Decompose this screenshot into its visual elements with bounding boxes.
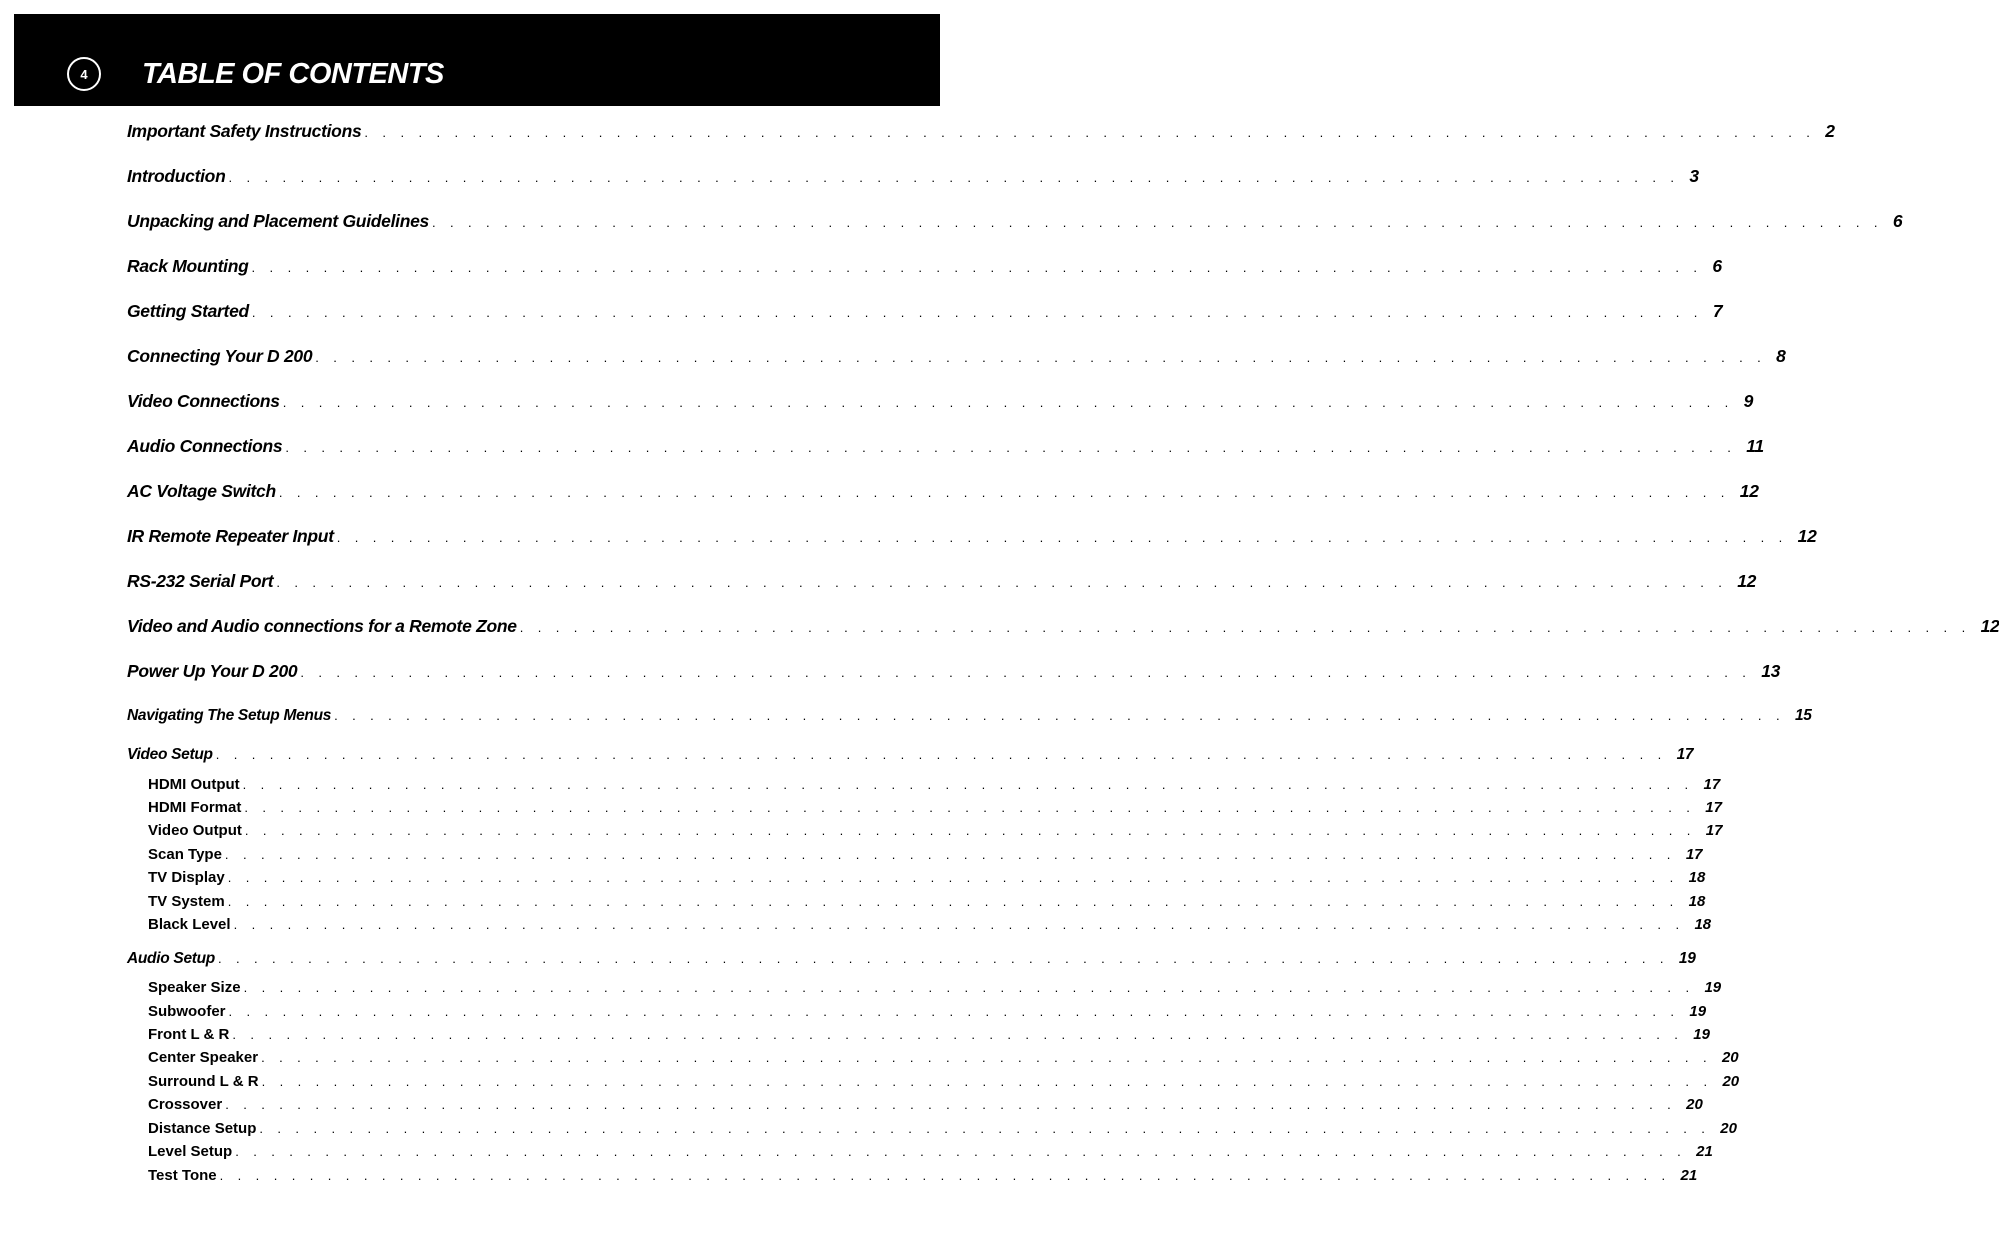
toc-subentry-surround-l-r[interactable] xyxy=(148,1073,1740,1090)
toc-subentry-center-speaker[interactable] xyxy=(148,1049,1739,1066)
dot-leader: . . . . . . . . . . . . . . . . . . . . . . . . . . . . . . . . . . . . . . . . . . . . . . . . . . . . . . . . . . . . . . . . . . . . . . . . . . . . . . . . . xyxy=(228,170,1680,185)
toc-entry-title: HDMI Output xyxy=(148,776,240,793)
dot-leader: . . . . . . . . . . . . . . . . . . . . . . . . . . . . . . . . . . . . . . . . . . . . . . . . . . . . . . . . . . . . . . . . . . . . . . . . . . . . . . . . . xyxy=(244,800,1696,815)
toc-entry-page: 7 xyxy=(1712,301,1723,321)
toc-entry-title: Power Up Your D 200 xyxy=(127,661,298,681)
toc-entry-page: 11 xyxy=(1746,436,1764,456)
toc-subentry-front-l-r[interactable] xyxy=(148,1026,1710,1043)
toc-entry-title: Surround L & R xyxy=(148,1073,259,1090)
toc-entry-title: Black Level xyxy=(148,916,231,933)
toc-subentry-subwoofer[interactable] xyxy=(148,1003,1707,1020)
toc-entry-video-connections[interactable] xyxy=(127,391,1754,412)
toc-entry-page: 6 xyxy=(1892,211,1903,231)
toc-entry-title: TV Display xyxy=(148,869,225,886)
toc-entry-title: Navigating The Setup Menus xyxy=(127,707,332,724)
toc-entry-page: 21 xyxy=(1680,1167,1698,1184)
toc-entry-page: 19 xyxy=(1689,1003,1707,1020)
toc-entry-audio-connections[interactable] xyxy=(127,436,1764,457)
toc-entry-page: 2 xyxy=(1825,121,1835,141)
toc-entry-title: IR Remote Repeater Input xyxy=(127,526,334,546)
toc-entry-page: 8 xyxy=(1776,346,1786,366)
dot-leader: . . . . . . . . . . . . . . . . . . . . . . . . . . . . . . . . . . . . . . . . . . . . . . . . . . . . . . . . . . . . . . . . . . . . . . . . . . . . . . . . . xyxy=(235,1144,1687,1159)
toc-entry-page: 19 xyxy=(1693,1026,1710,1043)
dot-leader: . . . . . . . . . . . . . . . . . . . . . . . . . . . . . . . . . . . . . . . . . . . . . . . . . . . . . . . . . . . . . . . . . . . . . . . . . . . . . . . . . xyxy=(242,777,1694,792)
toc-entry-page: 18 xyxy=(1688,893,1706,910)
dot-leader: . . . . . . . . . . . . . . . . . . . . . . . . . . . . . . . . . . . . . . . . . . . . . . . . . . . . . . . . . . . . . . . . . . . . . . . . . . . . . . . . . xyxy=(244,823,1696,838)
toc-entry-title: Distance Setup xyxy=(148,1120,257,1137)
toc-entry-page: 17 xyxy=(1676,746,1694,763)
dot-leader: . . . . . . . . . . . . . . . . . . . . . . . . . . . . . . . . . . . . . . . . . . . . . . . . . . . . . . . . . . . . . . . . . . . . . . . . . . . . . . . . . xyxy=(285,440,1737,455)
dot-leader: . . . . . . . . . . . . . . . . . . . . . . . . . . . . . . . . . . . . . . . . . . . . . . . . . . . . . . . . . . . . . . . . . . . . . . . . . . . . . . . . . xyxy=(315,350,1767,365)
toc-entry-page: 20 xyxy=(1720,1120,1737,1137)
dot-leader: . . . . . . . . . . . . . . . . . . . . . . . . . . . . . . . . . . . . . . . . . . . . . . . . . . . . . . . . . . . . . . . . . . . . . . . . . . . . . . . . . xyxy=(227,870,1679,885)
toc-entry-ir-remote-repeater-input[interactable] xyxy=(127,526,1817,547)
dot-leader: . . . . . . . . . . . . . . . . . . . . . . . . . . . . . . . . . . . . . . . . . . . . . . . . . . . . . . . . . . . . . . . . . . . . . . . . . . . . . . . . . xyxy=(259,1121,1711,1136)
toc-entry-page: 18 xyxy=(1688,869,1706,886)
toc-entry-title: RS-232 Serial Port xyxy=(127,571,274,591)
dot-leader: . . . . . . . . . . . . . . . . . . . . . . . . . . . . . . . . . . . . . . . . . . . . . . . . . . . . . . . . . . . . . . . . . . . . . . . . . . . . . . . . . xyxy=(282,395,1734,410)
toc-entry-title: Audio Setup xyxy=(127,950,215,967)
toc-subentry-crossover[interactable] xyxy=(148,1096,1703,1113)
toc-entry-page: 20 xyxy=(1686,1096,1703,1113)
toc-entry-page: 20 xyxy=(1722,1073,1740,1090)
toc-subentry-tv-system[interactable] xyxy=(148,893,1706,910)
dot-leader: . . . . . . . . . . . . . . . . . . . . . . . . . . . . . . . . . . . . . . . . . . . . . . . . . . . . . . . . . . . . . . . . . . . . . . . . . . . . . . . . . xyxy=(243,980,1695,995)
toc-entry-rack-mounting[interactable] xyxy=(127,256,1722,277)
page-number-badge: 4 xyxy=(67,57,101,91)
page-title: TABLE OF CONTENTS xyxy=(142,58,444,90)
dot-leader: . . . . . . . . . . . . . . . . . . . . . . . . . . . . . . . . . . . . . . . . . . . . . . . . . . . . . . . . . . . . . . . . . . . . . . . . . . . . . . . . . xyxy=(431,215,1883,230)
dot-leader: . . . . . . . . . . . . . . . . . . . . . . . . . . . . . . . . . . . . . . . . . . . . . . . . . . . . . . . . . . . . . . . . . . . . . . . . . . . . . . . . . xyxy=(227,894,1679,909)
dot-leader: . . . . . . . . . . . . . . . . . . . . . . . . . . . . . . . . . . . . . . . . . . . . . . . . . . . . . . . . . . . . . . . . . . . . . . . . . . . . . . . . . xyxy=(334,708,1785,723)
toc-entry-page: 19 xyxy=(1704,979,1722,996)
toc-entry-important-safety-instructions[interactable] xyxy=(127,121,1835,142)
dot-leader: . . . . . . . . . . . . . . . . . . . . . . . . . . . . . . . . . . . . . . . . . . . . . . . . . . . . . . . . . . . . . . . . . . . . . . . . . . . . . . . . . xyxy=(519,620,1971,635)
dot-leader: . . . . . . . . . . . . . . . . . . . . . . . . . . . . . . . . . . . . . . . . . . . . . . . . . . . . . . . . . . . . . . . . . . . . . . . . . . . . . . . . . xyxy=(228,1004,1680,1019)
dot-leader: . . . . . . . . . . . . . . . . . . . . . . . . . . . . . . . . . . . . . . . . . . . . . . . . . . . . . . . . . . . . . . . . . . . . . . . . . . . . . . . . . xyxy=(300,665,1752,680)
toc-entry-title: Audio Connections xyxy=(127,436,283,456)
dot-leader: . . . . . . . . . . . . . . . . . . . . . . . . . . . . . . . . . . . . . . . . . . . . . . . . . . . . . . . . . . . . . . . . . . . . . . . . . . . . . . . . . xyxy=(251,260,1703,275)
toc-subentry-speaker-size[interactable] xyxy=(148,979,1722,996)
header-bar xyxy=(14,14,940,106)
dot-leader: . . . . . . . . . . . . . . . . . . . . . . . . . . . . . . . . . . . . . . . . . . . . . . . . . . . . . . . . . . . . . . . . . . . . . . . . . . . . . . . . . xyxy=(278,485,1730,500)
toc-entry-title: Important Safety Instructions xyxy=(127,121,362,141)
toc-entry-page: 20 xyxy=(1721,1049,1739,1066)
dot-leader: . . . . . . . . . . . . . . . . . . . . . . . . . . . . . . . . . . . . . . . . . . . . . . . . . . . . . . . . . . . . . . . . . . . . . . . . . . . . . . . . . xyxy=(224,847,1676,862)
toc-entry-title: Center Speaker xyxy=(148,1049,259,1066)
toc-subentry-test-tone[interactable] xyxy=(148,1167,1698,1184)
dot-leader: . . . . . . . . . . . . . . . . . . . . . . . . . . . . . . . . . . . . . . . . . . . . . . . . . . . . . . . . . . . . . . . . . . . . . . . . . . . . . . . . . xyxy=(261,1074,1713,1089)
toc-entry-title: Video Output xyxy=(148,822,242,839)
toc-entry-title: Subwoofer xyxy=(148,1003,226,1020)
dot-leader: . . . . . . . . . . . . . . . . . . . . . . . . . . . . . . . . . . . . . . . . . . . . . . . . . . . . . . . . . . . . . . . . . . . . . . . . . . . . . . . . . xyxy=(225,1097,1677,1112)
dot-leader: . . . . . . . . . . . . . . . . . . . . . . . . . . . . . . . . . . . . . . . . . . . . . . . . . . . . . . . . . . . . . . . . . . . . . . . . . . . . . . . . . xyxy=(336,530,1788,545)
toc-entry-page: 12 xyxy=(1739,481,1759,501)
dot-leader: . . . . . . . . . . . . . . . . . . . . . . . . . . . . . . . . . . . . . . . . . . . . . . . . . . . . . . . . . . . . . . . . . . . . . . . . . . . . . . . . . xyxy=(261,1050,1712,1065)
toc-entry-title: Scan Type xyxy=(148,846,222,863)
toc-subentry-scan-type[interactable] xyxy=(148,846,1703,863)
toc-entry-page: 12 xyxy=(1980,616,1999,636)
toc-entry-page: 9 xyxy=(1743,391,1754,411)
toc-entry-video-setup[interactable] xyxy=(127,746,1694,764)
toc-subentry-distance-setup[interactable] xyxy=(148,1120,1737,1137)
toc-entry-title: HDMI Format xyxy=(148,799,242,816)
toc-entry-page: 21 xyxy=(1696,1143,1713,1160)
toc-entry-getting-started[interactable] xyxy=(127,301,1723,322)
toc-entry-title: AC Voltage Switch xyxy=(127,481,276,501)
toc-entry-page: 12 xyxy=(1797,526,1817,546)
toc-entry-page: 17 xyxy=(1685,846,1703,863)
toc-entry-page: 19 xyxy=(1678,950,1696,967)
toc-entry-introduction[interactable] xyxy=(127,166,1699,187)
toc-entry-page: 3 xyxy=(1689,166,1699,186)
toc-entry-unpacking-and-placement[interactable] xyxy=(127,211,1903,232)
toc-subentry-hdmi-output[interactable] xyxy=(148,776,1721,793)
toc-entry-connecting-your-d200[interactable] xyxy=(127,346,1786,367)
toc-entry-title: Connecting Your D 200 xyxy=(127,346,313,366)
toc-entry-title: Video Connections xyxy=(127,391,280,411)
toc-entry-page: 13 xyxy=(1761,661,1781,681)
dot-leader: . . . . . . . . . . . . . . . . . . . . . . . . . . . . . . . . . . . . . . . . . . . . . . . . . . . . . . . . . . . . . . . . . . . . . . . . . . . . . . . . . xyxy=(217,951,1669,966)
toc-entry-title: TV System xyxy=(148,893,225,910)
toc-entry-page: 6 xyxy=(1712,256,1722,276)
toc-entry-title: Speaker Size xyxy=(148,979,241,996)
dot-leader: . . . . . . . . . . . . . . . . . . . . . . . . . . . . . . . . . . . . . . . . . . . . . . . . . . . . . . . . . . . . . . . . . . . . . . . . . . . . . . . . . xyxy=(276,575,1728,590)
toc-entry-remote-zone-connections[interactable] xyxy=(127,616,1999,637)
toc-subentry-black-level[interactable] xyxy=(148,916,1712,933)
toc-subentry-level-setup[interactable] xyxy=(148,1143,1713,1160)
toc-entry-page: 17 xyxy=(1705,799,1722,816)
toc-subentry-tv-display[interactable] xyxy=(148,869,1706,886)
toc-entry-page: 18 xyxy=(1694,916,1712,933)
dot-leader: . . . . . . . . . . . . . . . . . . . . . . . . . . . . . . . . . . . . . . . . . . . . . . . . . . . . . . . . . . . . . . . . . . . . . . . . . . . . . . . . . xyxy=(215,747,1667,762)
toc-entry-title: Video Setup xyxy=(127,746,213,763)
toc-entry-title: Unpacking and Placement Guidelines xyxy=(127,211,429,231)
toc-entry-page: 15 xyxy=(1794,707,1812,724)
toc-entry-title: Video and Audio connections for a Remote Zone xyxy=(127,616,517,636)
toc-entry-title: Getting Started xyxy=(127,301,249,321)
dot-leader: . . . . . . . . . . . . . . . . . . . . . . . . . . . . . . . . . . . . . . . . . . . . . . . . . . . . . . . . . . . . . . . . . . . . . . . . . . . . . . . . . xyxy=(233,917,1685,932)
toc-entry-page: 17 xyxy=(1703,776,1721,793)
toc-entry-title: Level Setup xyxy=(148,1143,233,1160)
toc-entry-title: Introduction xyxy=(127,166,226,186)
toc-entry-power-up-your-d200[interactable] xyxy=(127,661,1781,682)
dot-leader: . . . . . . . . . . . . . . . . . . . . . . . . . . . . . . . . . . . . . . . . . . . . . . . . . . . . . . . . . . . . . . . . . . . . . . . . . . . . . . . . . xyxy=(251,305,1703,320)
toc-entry-title: Crossover xyxy=(148,1096,223,1113)
toc-subentry-video-output[interactable] xyxy=(148,822,1723,839)
dot-leader: . . . . . . . . . . . . . . . . . . . . . . . . . . . . . . . . . . . . . . . . . . . . . . . . . . . . . . . . . . . . . . . . . . . . . . . . . . . . . . . . . xyxy=(219,1168,1671,1183)
toc-entry-audio-setup[interactable] xyxy=(127,950,1696,968)
toc-entry-page: 17 xyxy=(1705,822,1723,839)
dot-leader: . . . . . . . . . . . . . . . . . . . . . . . . . . . . . . . . . . . . . . . . . . . . . . . . . . . . . . . . . . . . . . . . . . . . . . . . . . . . . . . . . xyxy=(232,1027,1684,1042)
toc-entry-title: Test Tone xyxy=(148,1167,217,1184)
toc-entry-title: Rack Mounting xyxy=(127,256,249,276)
toc-entry-title: Front L & R xyxy=(148,1026,230,1043)
toc-entry-rs232-serial-port[interactable] xyxy=(127,571,1757,592)
toc-entry-ac-voltage-switch[interactable] xyxy=(127,481,1759,502)
toc-subentry-hdmi-format[interactable] xyxy=(148,799,1722,816)
toc-entry-navigating-setup-menus[interactable] xyxy=(127,707,1812,725)
dot-leader: . . . . . . . . . . . . . . . . . . . . . . . . . . . . . . . . . . . . . . . . . . . . . . . . . . . . . . . . . . . . . . . . . . . . . . . . . . . . . . . . . xyxy=(364,125,1816,140)
toc-entry-page: 12 xyxy=(1737,571,1757,591)
